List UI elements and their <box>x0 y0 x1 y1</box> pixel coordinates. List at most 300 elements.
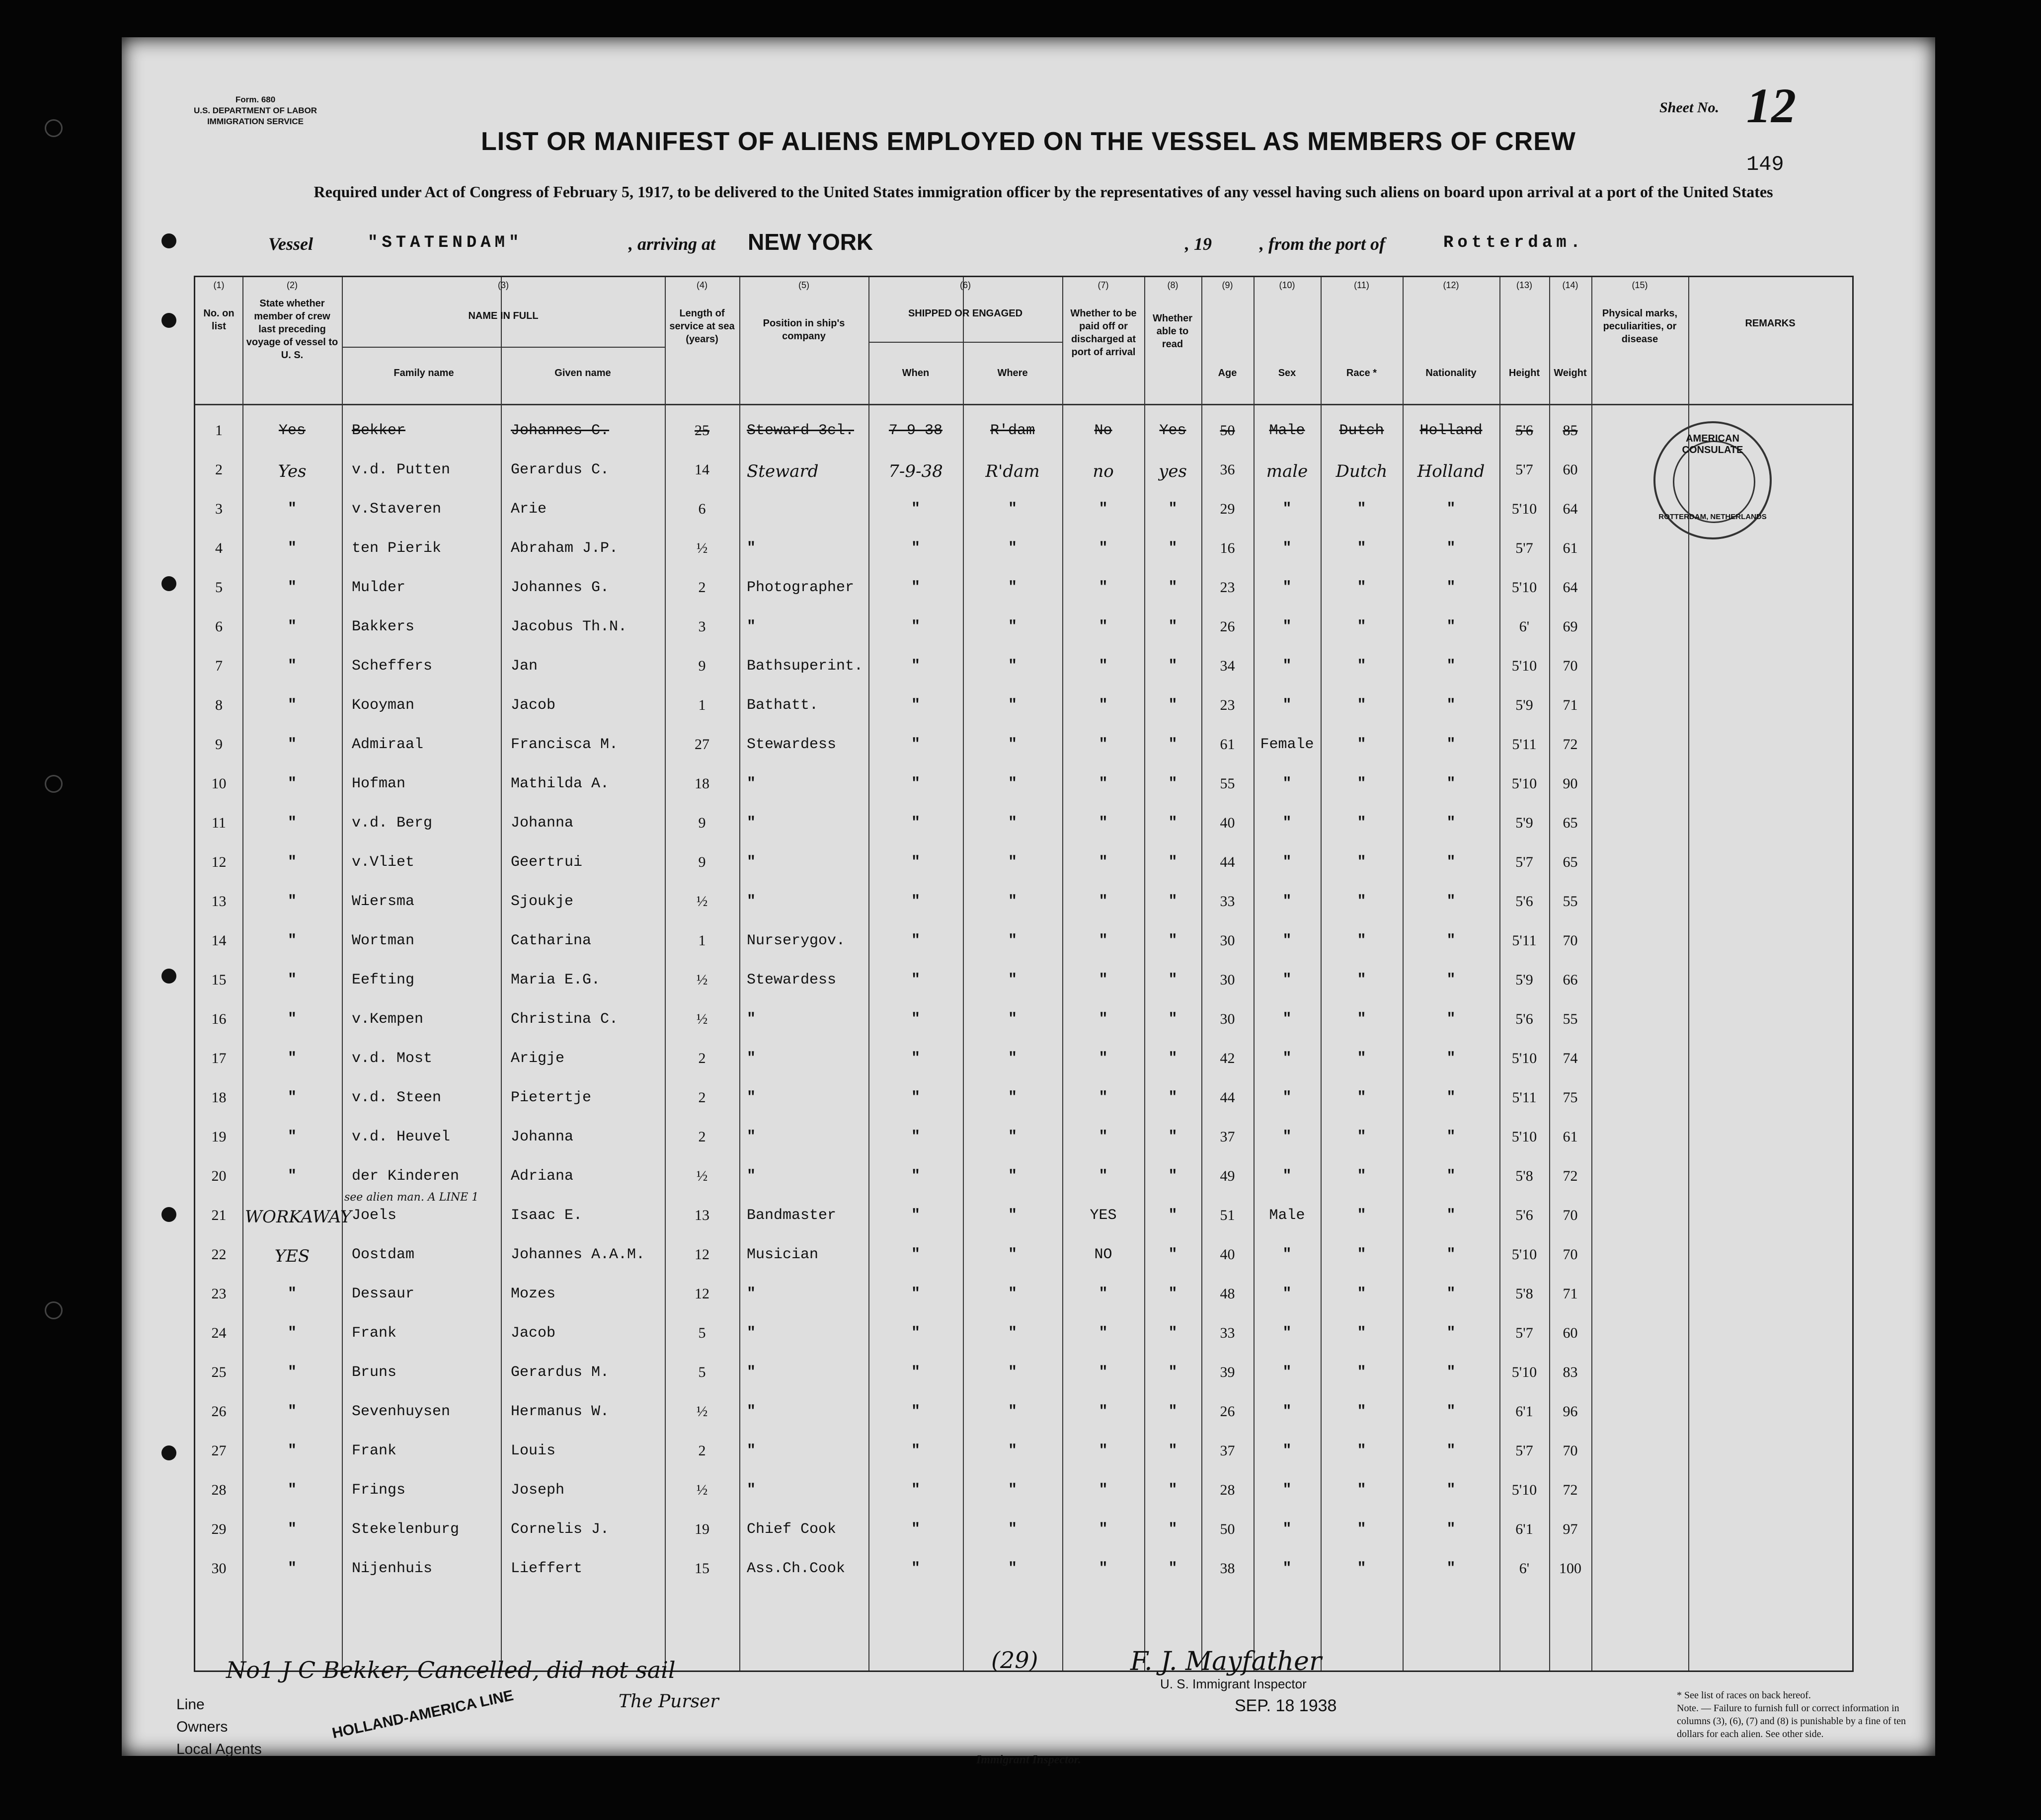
cell-height: 5'6 <box>1515 422 1533 439</box>
cell-weight: 97 <box>1563 1521 1578 1537</box>
cell-sex: " <box>1282 540 1292 557</box>
cell-position: Musician <box>747 1246 819 1263</box>
cell-race: " <box>1357 1521 1366 1538</box>
cell-given: Catharina <box>511 932 592 949</box>
cell-where: " <box>1008 1442 1017 1459</box>
cell-state: " <box>287 658 297 675</box>
cell-race: " <box>1357 1089 1366 1106</box>
cell-where: " <box>1008 893 1017 910</box>
cell-state: Yes <box>278 422 306 439</box>
cell-height: 5'10 <box>1511 1364 1537 1380</box>
cell-state: " <box>287 972 297 988</box>
cell-no: 22 <box>211 1246 227 1263</box>
table-row <box>195 411 1852 450</box>
cell-family: Frank <box>352 1442 397 1459</box>
cell-paid: NO <box>1094 1246 1112 1263</box>
cell-age: 37 <box>1220 1442 1235 1459</box>
col-number: (11) <box>1354 280 1369 290</box>
binder-ring <box>45 1301 63 1319</box>
cell-when: " <box>911 1442 920 1459</box>
table-row <box>195 1235 1852 1274</box>
cell-family: Sevenhuysen <box>352 1403 451 1420</box>
cell-nat: " <box>1446 501 1456 518</box>
seal-top-text: AMERICAN CONSULATE <box>1682 433 1743 455</box>
cell-family: Bruns <box>352 1364 397 1381</box>
table-row <box>195 686 1852 725</box>
cell-where: " <box>1008 932 1017 949</box>
cell-no: 2 <box>215 461 223 478</box>
cell-paid: " <box>1099 1168 1108 1185</box>
cell-where: " <box>1008 697 1017 714</box>
cell-when: " <box>911 658 920 675</box>
cell-paid: " <box>1099 618 1108 635</box>
date-stamp: SEP. 18 1938 <box>1235 1696 1337 1715</box>
cell-family: Dessaur <box>352 1286 415 1302</box>
cell-given: Lieffert <box>511 1560 583 1577</box>
binder-hole <box>161 576 176 591</box>
binder-hole <box>161 969 176 984</box>
cell-paid: " <box>1099 697 1108 714</box>
cell-where: " <box>1008 540 1017 557</box>
cell-no: 8 <box>215 697 223 713</box>
cell-where: " <box>1008 1129 1017 1145</box>
cell-no: 30 <box>211 1560 227 1577</box>
crew-table <box>194 276 1854 1672</box>
cell-state: " <box>287 1364 297 1381</box>
cell-state: " <box>287 1325 297 1342</box>
header-height: Height <box>1508 368 1540 379</box>
cell-no: 27 <box>211 1442 227 1459</box>
cell-state: " <box>287 697 297 714</box>
cell-age: 37 <box>1220 1129 1235 1145</box>
cell-race: " <box>1357 932 1366 949</box>
cell-position: " <box>747 1286 756 1302</box>
col-number: (15) <box>1632 280 1648 290</box>
cell-given: Johannes G. <box>511 579 610 596</box>
cell-nat: " <box>1446 1442 1456 1459</box>
cell-length: 25 <box>695 422 709 439</box>
cell-weight: 70 <box>1563 932 1578 949</box>
sheet-number: 12 <box>1746 78 1796 133</box>
document-title: LIST OR MANIFEST OF ALIENS EMPLOYED ON THE VESSEL AS MEMBERS OF CREW <box>481 127 1576 156</box>
cell-paid: " <box>1099 1286 1108 1302</box>
cell-read: " <box>1168 1011 1178 1028</box>
cell-when: " <box>911 1050 920 1067</box>
cell-age: 42 <box>1220 1050 1235 1066</box>
cell-weight: 64 <box>1563 501 1578 517</box>
header-when: When <box>902 368 930 379</box>
cell-no: 17 <box>211 1050 227 1066</box>
table-row <box>195 1471 1852 1510</box>
cell-weight: 70 <box>1563 1207 1578 1223</box>
cell-length: 2 <box>698 1050 706 1066</box>
cell-length: 12 <box>695 1286 709 1302</box>
cell-weight: 75 <box>1563 1089 1578 1106</box>
cell-given: Johannes C. <box>511 422 610 439</box>
cell-sex: " <box>1282 1168 1292 1185</box>
cell-paid: " <box>1099 775 1108 792</box>
header-state-member: State whether member of crew last preceding voyage of vessel to U. S. <box>246 298 338 361</box>
cell-when: " <box>911 1011 920 1028</box>
cell-length: 9 <box>698 658 706 674</box>
cell-length: 14 <box>695 461 709 478</box>
cell-given: Isaac E. <box>511 1207 583 1224</box>
cell-position: Bathsuperint. <box>747 658 864 675</box>
cell-sex: " <box>1282 658 1292 675</box>
cell-when: " <box>911 1482 920 1499</box>
cell-nat: " <box>1446 1325 1456 1342</box>
cell-state: " <box>287 1129 297 1145</box>
cell-weight: 74 <box>1563 1050 1578 1066</box>
cell-given: Christina C. <box>511 1011 619 1028</box>
cell-family: Kooyman <box>352 697 415 714</box>
cell-no: 4 <box>215 540 223 556</box>
cell-when: " <box>911 1364 920 1381</box>
cell-no: 24 <box>211 1325 227 1341</box>
cell-weight: 71 <box>1563 697 1578 713</box>
cell-height: 5'6 <box>1515 1207 1533 1223</box>
cell-position: " <box>747 1089 756 1106</box>
cell-where: " <box>1008 658 1017 675</box>
cell-when: 7-9-38 <box>888 422 943 439</box>
cell-sex: " <box>1282 1442 1292 1459</box>
cell-age: 28 <box>1220 1482 1235 1498</box>
cell-length: 2 <box>698 1129 706 1145</box>
cell-length: ½ <box>696 1482 708 1498</box>
cell-nat: " <box>1446 618 1456 635</box>
purser-signature: The Purser <box>619 1691 719 1712</box>
cell-paid: " <box>1099 579 1108 596</box>
cell-family: v.d. Berg <box>352 815 433 832</box>
cell-position: " <box>747 1011 756 1028</box>
cell-sex: " <box>1282 1482 1292 1499</box>
cell-sex: " <box>1282 815 1292 832</box>
cell-nat: " <box>1446 1168 1456 1185</box>
cell-given: Jacobus Th.N. <box>511 618 628 635</box>
cell-where: " <box>1008 1050 1017 1067</box>
cell-given: Abraham J.P. <box>511 540 619 557</box>
header-given-name: Given name <box>554 368 611 379</box>
cell-state: " <box>287 854 297 871</box>
cell-given: Adriana <box>511 1168 574 1185</box>
cell-age: 55 <box>1220 775 1235 792</box>
cell-given: Hermanus W. <box>511 1403 610 1420</box>
cell-weight: 70 <box>1563 658 1578 674</box>
cell-given: Johannes A.A.M. <box>511 1246 645 1263</box>
cell-race: " <box>1357 815 1366 832</box>
cell-paid: no <box>1093 461 1114 481</box>
col-number: (2) <box>287 280 298 290</box>
cell-family: Oostdam <box>352 1246 415 1263</box>
cell-nat: " <box>1446 540 1456 557</box>
cell-where: R'dam <box>985 461 1040 481</box>
cell-state: " <box>287 1286 297 1302</box>
cell-no: 12 <box>211 854 227 870</box>
cell-position: Nurserygov. <box>747 932 846 949</box>
cell-read: " <box>1168 1050 1178 1067</box>
cell-read: " <box>1168 1246 1178 1263</box>
table-row <box>195 921 1852 960</box>
cell-when: " <box>911 1560 920 1577</box>
cell-race: " <box>1357 1560 1366 1577</box>
cell-no: 19 <box>211 1129 227 1145</box>
cell-age: 30 <box>1220 932 1235 949</box>
cell-race: " <box>1357 736 1366 753</box>
cell-nat: " <box>1446 1089 1456 1106</box>
cell-paid: " <box>1099 1129 1108 1145</box>
cell-height: 6' <box>1519 618 1530 635</box>
cell-weight: 65 <box>1563 815 1578 831</box>
footnote-races: * See list of races on back hereof. <box>1677 1690 1811 1701</box>
cell-state: " <box>287 1442 297 1459</box>
cell-sex: " <box>1282 1521 1292 1538</box>
table-row <box>195 647 1852 685</box>
cell-where: " <box>1008 1246 1017 1263</box>
cell-family: Eefting <box>352 972 415 988</box>
cell-no: 5 <box>215 579 223 596</box>
cell-paid: " <box>1099 1089 1108 1106</box>
cell-where: " <box>1008 1482 1017 1499</box>
cell-race: " <box>1357 1011 1366 1028</box>
cell-age: 29 <box>1220 501 1235 517</box>
cell-sex: " <box>1282 893 1292 910</box>
cell-race: " <box>1357 1286 1366 1302</box>
cell-given: Arie <box>511 501 547 518</box>
binder-ring <box>45 775 63 793</box>
cell-sex: male <box>1266 461 1308 481</box>
col-number: (12) <box>1443 280 1459 290</box>
cell-sex: " <box>1282 618 1292 635</box>
col-number: (7) <box>1098 280 1109 290</box>
cell-family: Frank <box>352 1325 397 1342</box>
cell-read: " <box>1168 1325 1178 1342</box>
cell-length: 5 <box>698 1364 706 1380</box>
cell-where: " <box>1008 736 1017 753</box>
cell-state: " <box>287 501 297 518</box>
cell-sex: " <box>1282 1089 1292 1106</box>
cell-race: " <box>1357 1364 1366 1381</box>
cell-no: 6 <box>215 618 223 635</box>
table-row <box>195 451 1852 489</box>
cell-read: " <box>1168 736 1178 753</box>
cell-where: " <box>1008 854 1017 871</box>
cell-where: " <box>1008 815 1017 832</box>
cell-height: 5'10 <box>1511 579 1537 596</box>
cell-height: 5'9 <box>1515 972 1533 988</box>
cell-height: 5'9 <box>1515 697 1533 713</box>
cell-given: Francisca M. <box>511 736 619 753</box>
cell-when: " <box>911 854 920 871</box>
cell-no: 15 <box>211 972 227 988</box>
header-remarks: REMARKS <box>1745 318 1796 329</box>
table-row <box>195 1157 1852 1196</box>
cell-given: Jan <box>511 658 538 675</box>
cell-height: 5'11 <box>1512 932 1537 949</box>
cell-length: ½ <box>696 1168 708 1184</box>
cell-age: 33 <box>1220 1325 1235 1341</box>
cell-sex: " <box>1282 854 1292 871</box>
cell-position: Ass.Ch.Cook <box>747 1560 846 1577</box>
cell-read: " <box>1168 1089 1178 1106</box>
cell-height: 6'1 <box>1515 1403 1533 1420</box>
cell-age: 23 <box>1220 697 1235 713</box>
cancellation-note: No1 J C Bekker, Cancelled, did not sail <box>226 1657 676 1683</box>
cell-given: Pietertje <box>511 1089 592 1106</box>
cell-weight: 85 <box>1563 422 1578 439</box>
cell-nat: Holland <box>1419 422 1483 439</box>
cell-position: " <box>747 1129 756 1145</box>
cell-sex: " <box>1282 1011 1292 1028</box>
from-port-label: , from the port of <box>1259 234 1386 254</box>
cell-paid: " <box>1099 540 1108 557</box>
cell-read: " <box>1168 775 1178 792</box>
cell-read: " <box>1168 501 1178 518</box>
cell-no: 21 <box>211 1207 227 1223</box>
cell-family: Nijenhuis <box>352 1560 433 1577</box>
cell-where: " <box>1008 1325 1017 1342</box>
cell-weight: 55 <box>1563 1011 1578 1027</box>
cell-where: " <box>1008 1168 1017 1185</box>
binder-hole <box>161 1207 176 1222</box>
cell-nat: " <box>1446 697 1456 714</box>
cell-weight: 90 <box>1563 775 1578 792</box>
line-stamp: HOLLAND-AMERICA LINE <box>330 1687 515 1742</box>
cell-read: " <box>1168 932 1178 949</box>
cell-position: Stewardess <box>747 736 837 753</box>
cell-race: " <box>1357 540 1366 557</box>
cell-age: 34 <box>1220 658 1235 674</box>
cell-read: " <box>1168 1168 1178 1185</box>
cell-when: " <box>911 775 920 792</box>
cell-position: Photographer <box>747 579 855 596</box>
cell-state: " <box>287 540 297 557</box>
cell-race: " <box>1357 1403 1366 1420</box>
cell-paid: " <box>1099 1011 1108 1028</box>
cell-length: 2 <box>698 1089 706 1106</box>
table-row <box>195 1549 1852 1588</box>
cell-no: 11 <box>212 815 226 831</box>
cell-state: WORKAWAY <box>245 1207 352 1227</box>
cell-read: " <box>1168 658 1178 675</box>
cell-read: " <box>1168 893 1178 910</box>
cell-state: " <box>287 579 297 596</box>
table-row <box>195 725 1852 764</box>
manifest-sheet <box>122 37 1935 1766</box>
header-nationality: Nationality <box>1425 368 1477 379</box>
document-subtitle: Required under Act of Congress of February 5, 1917, to be delivered to the United States immigration officer by the representatives of any vessel having such aliens on board upon arrival at a port of the United States <box>314 183 1773 201</box>
cell-age: 50 <box>1220 422 1235 439</box>
cell-position: " <box>747 1403 756 1420</box>
cell-read: " <box>1168 579 1178 596</box>
cell-read: Yes <box>1159 422 1186 439</box>
cell-weight: 70 <box>1563 1246 1578 1263</box>
cell-given: Mozes <box>511 1286 556 1302</box>
table-row <box>195 882 1852 921</box>
cell-paid: " <box>1099 854 1108 871</box>
cell-nat: " <box>1446 893 1456 910</box>
cell-when: " <box>911 1129 920 1145</box>
header-shipped-engaged: SHIPPED OR ENGAGED <box>908 308 1023 319</box>
cell-age: 26 <box>1220 618 1235 635</box>
cell-read: " <box>1168 1207 1178 1224</box>
cell-height: 5'9 <box>1515 815 1533 831</box>
cell-length: ½ <box>696 540 708 556</box>
cell-family: Bekker <box>352 422 406 439</box>
cell-when: " <box>911 1286 920 1302</box>
cell-position: " <box>747 893 756 910</box>
cell-read: " <box>1168 618 1178 635</box>
cell-weight: 72 <box>1563 736 1578 753</box>
cell-position: " <box>747 1050 756 1067</box>
cell-nat: " <box>1446 1364 1456 1381</box>
cell-length: ½ <box>696 893 708 910</box>
cell-given: Maria E.G. <box>511 972 601 988</box>
cell-family: v.Staveren <box>352 501 442 518</box>
cell-race: " <box>1357 658 1366 675</box>
table-row <box>195 568 1852 607</box>
binder-hole <box>161 1445 176 1460</box>
table-row <box>195 1510 1852 1549</box>
cell-position: " <box>747 1442 756 1459</box>
col-number: (10) <box>1279 280 1295 290</box>
cell-read: " <box>1168 1129 1178 1145</box>
cell-length: 6 <box>698 501 706 517</box>
cell-paid: YES <box>1090 1207 1117 1224</box>
cell-length: 19 <box>695 1521 709 1537</box>
cell-position: Bathatt. <box>747 697 819 714</box>
cell-when: " <box>911 579 920 596</box>
binder-ring <box>45 119 63 137</box>
cell-age: 48 <box>1220 1286 1235 1302</box>
cell-length: 27 <box>695 736 709 753</box>
cell-when: " <box>911 1207 920 1224</box>
cell-read: " <box>1168 540 1178 557</box>
cell-weight: 61 <box>1563 540 1578 556</box>
cell-age: 44 <box>1220 1089 1235 1106</box>
cell-height: 5'7 <box>1515 1325 1533 1341</box>
cell-position: " <box>747 618 756 635</box>
cell-position: " <box>747 540 756 557</box>
table-row <box>195 1275 1852 1313</box>
cell-weight: 69 <box>1563 618 1578 635</box>
cell-when: " <box>911 972 920 988</box>
header-length-service: Length of service at sea (years) <box>669 308 735 345</box>
cell-weight: 61 <box>1563 1129 1578 1145</box>
cell-length: 3 <box>698 618 706 635</box>
cell-no: 14 <box>211 932 227 949</box>
table-row <box>195 961 1852 999</box>
cell-length: ½ <box>696 1403 708 1420</box>
cell-length: 1 <box>698 697 706 713</box>
cell-where: " <box>1008 1560 1017 1577</box>
cell-where: " <box>1008 1011 1017 1028</box>
cell-height: 5'7 <box>1515 854 1533 870</box>
cell-where: " <box>1008 1207 1017 1224</box>
cell-sex: " <box>1282 972 1292 988</box>
cell-race: " <box>1357 972 1366 988</box>
cell-paid: " <box>1099 1442 1108 1459</box>
col-number: (13) <box>1516 280 1532 290</box>
cell-paid: " <box>1099 1482 1108 1499</box>
footnotes <box>1677 1689 1925 1741</box>
table-row <box>195 1353 1852 1392</box>
cell-height: 5'8 <box>1515 1286 1533 1302</box>
cell-paid: " <box>1099 815 1108 832</box>
cell-length: 2 <box>698 1442 706 1459</box>
cell-sex: " <box>1282 579 1292 596</box>
cell-paid: " <box>1099 932 1108 949</box>
cell-read: " <box>1168 1286 1178 1302</box>
